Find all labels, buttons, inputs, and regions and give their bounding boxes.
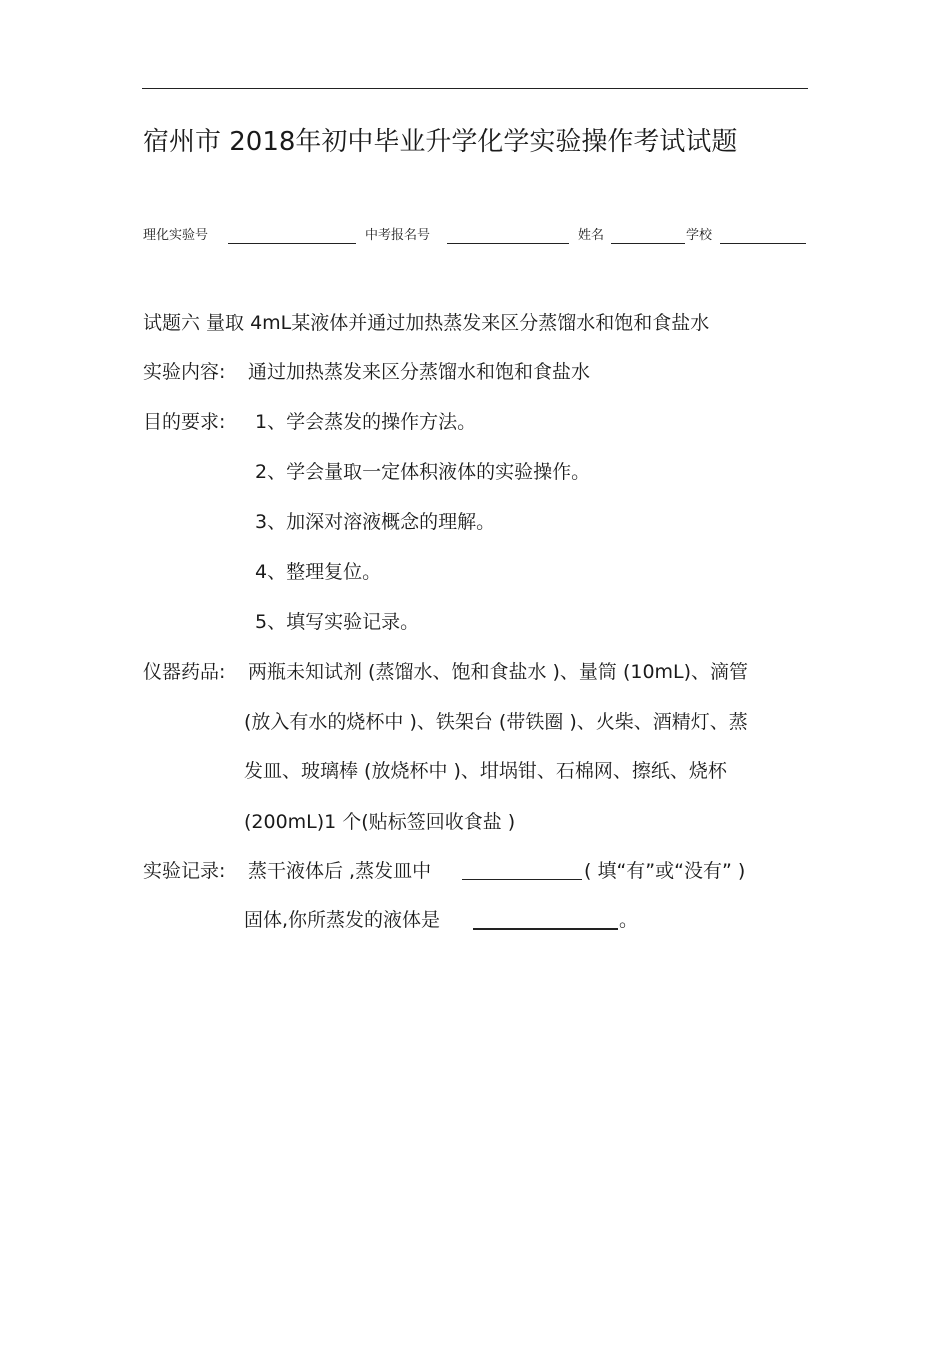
equipment-label: 仪器药品: xyxy=(143,661,226,683)
record-text: 固体,你所蒸发的液体是 xyxy=(244,909,441,931)
equipment-line: (放入有水的烧杯中 )、铁架台 (带铁圈 )、火柴、酒精灯、蒸 xyxy=(244,711,748,733)
record-label: 实验记录: xyxy=(143,860,226,882)
equipment-line: (200mL)1 个(贴标签回收食盐 ) xyxy=(244,811,516,833)
purpose-item: 5、填写实验记录。 xyxy=(255,611,420,633)
name-label: 姓名 xyxy=(578,228,605,243)
purpose-item: 3、加深对溶液概念的理解。 xyxy=(255,511,496,533)
lab-number-blank[interactable] xyxy=(228,243,356,244)
purpose-item: 2、学会量取一定体积液体的实验操作。 xyxy=(255,461,591,483)
header-rule xyxy=(142,88,808,89)
equipment-line: 发皿、玻璃棒 (放烧杯中 )、坩埚钳、石棉网、擦纸、烧杯 xyxy=(244,760,727,782)
student-info-row xyxy=(143,226,813,248)
exam-number-blank[interactable] xyxy=(447,243,569,244)
exam-number-label: 中考报名号 xyxy=(365,228,431,243)
content-label: 实验内容: xyxy=(143,361,226,383)
record-period: 。 xyxy=(619,909,639,931)
lab-number-label: 理化实验号 xyxy=(143,228,209,243)
page-title: 宿州市 2018年初中毕业升学化学实验操作考试试题 xyxy=(143,127,738,157)
residue-answer-blank[interactable] xyxy=(462,879,582,880)
purpose-label: 目的要求: xyxy=(143,411,226,433)
purpose-item: 1、学会蒸发的操作方法。 xyxy=(255,411,477,433)
school-label: 学校 xyxy=(686,228,713,243)
purpose-item: 4、整理复位。 xyxy=(255,561,382,583)
name-blank[interactable] xyxy=(611,243,685,244)
liquid-answer-blank[interactable] xyxy=(473,928,618,930)
equipment-line: 两瓶未知试剂 (蒸馏水、饱和食盐水 )、量筒 (10mL)、滴管 xyxy=(248,661,749,683)
record-hint: ( 填“有”或“没有” ) xyxy=(584,860,746,882)
content-text: 通过加热蒸发来区分蒸馏水和饱和食盐水 xyxy=(248,361,591,383)
record-text: 蒸干液体后 ,蒸发皿中 xyxy=(248,860,432,882)
question-heading: 试题六 量取 4mL某液体并通过加热蒸发来区分蒸馏水和饱和食盐水 xyxy=(143,312,710,334)
school-blank[interactable] xyxy=(720,243,806,244)
